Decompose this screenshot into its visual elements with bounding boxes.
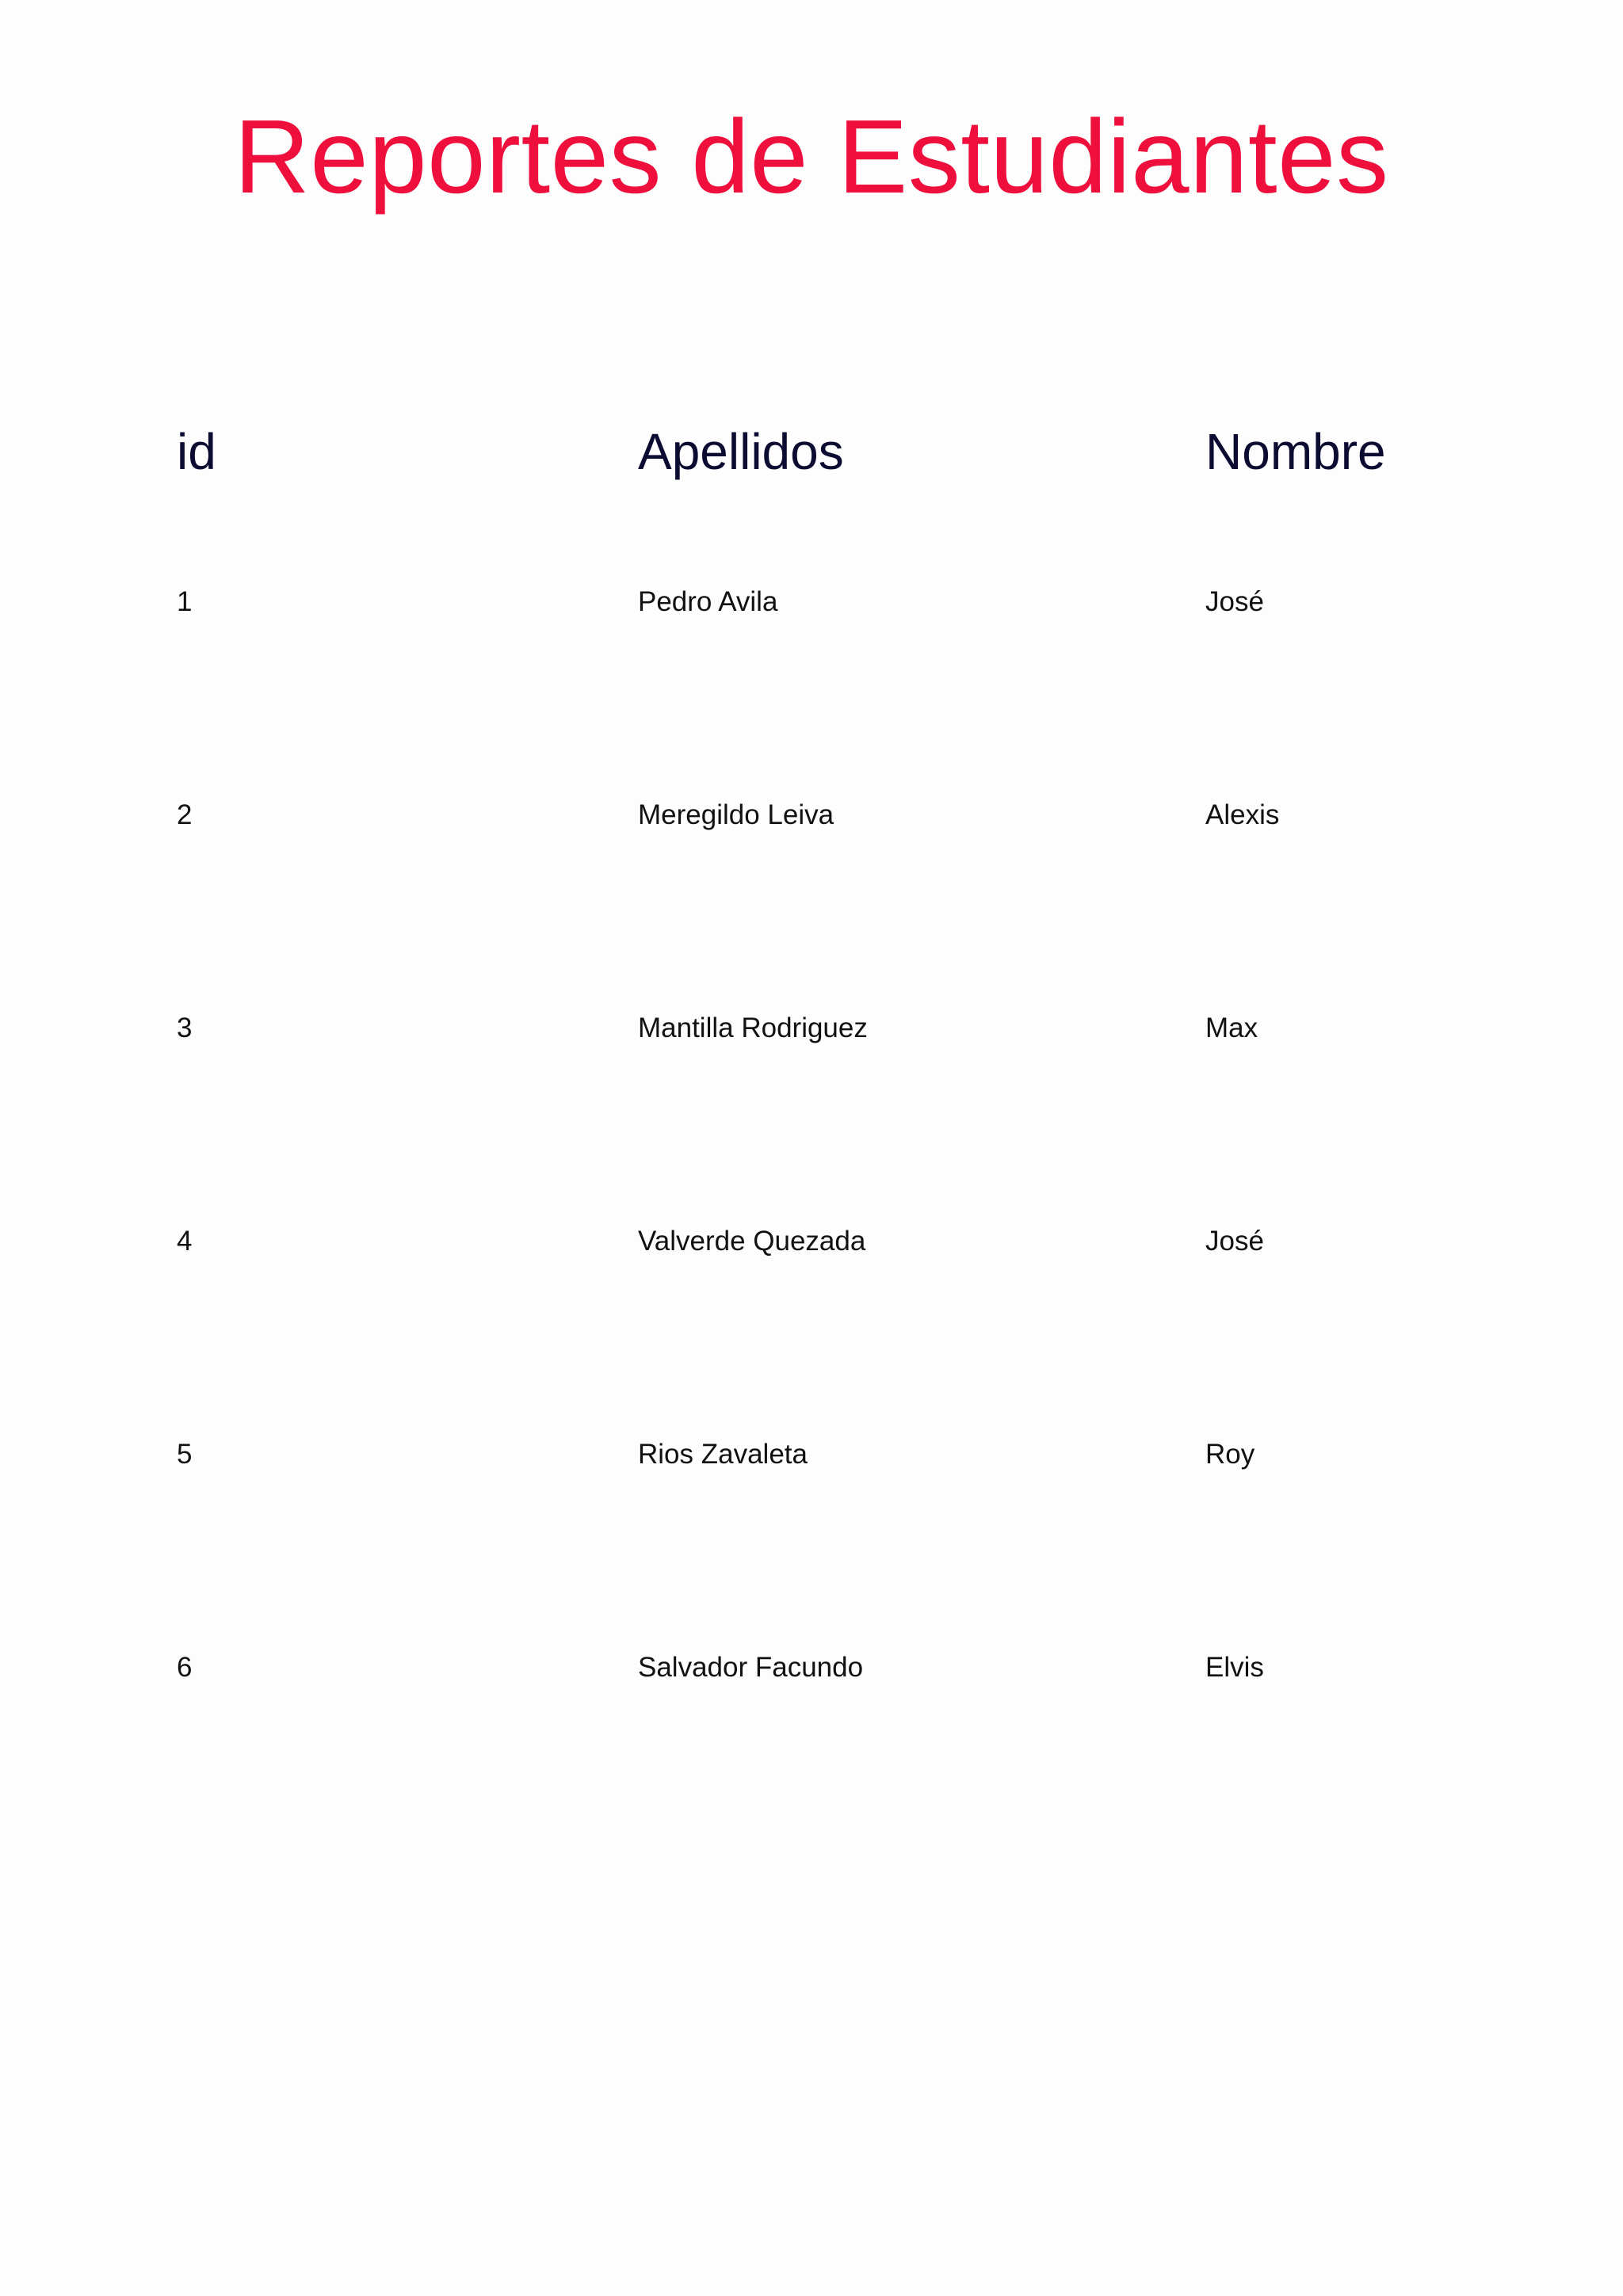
cell-nombre: José [1205,586,1264,617]
column-header-apellidos: Apellidos [638,423,844,480]
cell-apellidos: Valverde Quezada [638,1226,866,1257]
cell-apellidos: Mantilla Rodriguez [638,1013,868,1043]
column-header-nombre: Nombre [1205,423,1386,480]
cell-id: 6 [177,1652,193,1683]
cell-apellidos: Pedro Avila [638,586,778,617]
cell-id: 3 [177,1013,193,1043]
cell-apellidos: Salvador Facundo [638,1652,864,1683]
cell-id: 5 [177,1439,193,1470]
cell-id: 1 [177,586,193,617]
cell-nombre: Max [1205,1013,1258,1043]
page-title: Reportes de Estudiantes [234,98,1389,215]
cell-apellidos: Rios Zavaleta [638,1439,808,1470]
cell-apellidos: Meregildo Leiva [638,799,834,830]
cell-nombre: Alexis [1205,799,1280,830]
cell-nombre: José [1205,1226,1264,1257]
cell-nombre: Roy [1205,1439,1255,1470]
cell-nombre: Elvis [1205,1652,1264,1683]
cell-id: 2 [177,799,193,830]
column-header-id: id [177,423,216,480]
cell-id: 4 [177,1226,193,1257]
